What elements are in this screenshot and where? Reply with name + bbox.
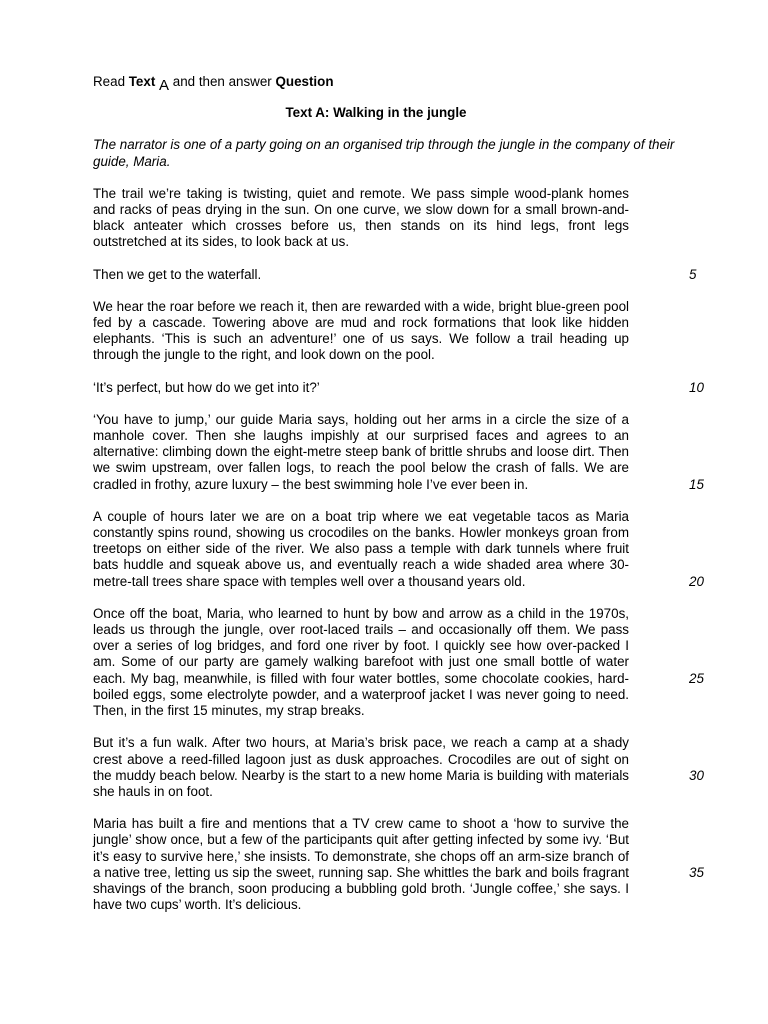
paragraph-text: ‘You have to jump,’ our guide Maria says, holding out her arms in a circle the size of a manhole cover. Then she laughs impishly at our surprised faces and agrees to an alternative: climbing down the eight-metre steep bank of brittle shrubs and loose dirt. Then we swim upstream, over fallen logs, to reach the pool below the crash of falls. We are cradled in frothy, azure luxury – the best swimming hole I’ve ever been in. [93, 411, 629, 492]
instruction-question-word: Question [275, 74, 334, 89]
paragraph-5 [93, 411, 704, 493]
paragraph-text: Maria has built a fire and mentions that a TV crew came to shoot a ‘how to survive the jungle’ show once, but a few of the participants quit after getting infected by some ivy. ‘But it’s easy to survive here,’ she insists. To demonstrate, she chops off an arm-size branch of a native tree, letting us sip the sweet, running sap. She whittles the bark and boils fragrant shavings of the branch, soon producing a bubbling gold broth. ‘Jungle coffee,’ she says. I have two cups’ worth. It’s delicious. [93, 816, 629, 913]
paragraph-9 [93, 816, 704, 913]
paragraph-text: We hear the roar before we reach it, then are rewarded with a wide, bright blue-green pool fed by a cascade. Towering above are mud and rock formations that look like hidden elephants. ‘This is such an adventure!’ one of us says. We follow a trail heading up through the jungle to the right, and look down on the pool. [93, 298, 629, 363]
instruction-text-letter: A [159, 77, 170, 94]
instruction-middle: and then answer [169, 74, 276, 89]
paragraph-3 [93, 299, 629, 364]
paragraph-text: A couple of hours later we are on a boat trip where we eat vegetable tacos as Maria constantly spins round, showing us crocodiles on the banks. Howler monkeys groan from treetops on either side of the river. We also pass a temple with dark tunnels where fruit bats huddle and squeak above us, and eventually reach a wide shaded area where 30-metre-tall trees share space with temples well over a thousand years old. [93, 508, 629, 589]
line-number: 20 [689, 573, 704, 589]
line-number: 10 [689, 379, 704, 395]
line-number: 25 [689, 670, 704, 686]
paragraph-4 [93, 379, 704, 396]
line-number: 30 [689, 767, 704, 783]
passage-intro: The narrator is one of a party going on an organised trip through the jungle in the company of their guide, Maria. [93, 137, 675, 169]
line-number: 35 [689, 864, 704, 880]
paragraph-2 [93, 266, 697, 283]
paragraph-text: ‘It’s perfect, but how do we get into it?’ [93, 379, 320, 395]
paragraph-8 [93, 735, 704, 800]
paragraph-text: Once off the boat, Maria, who learned to hunt by bow and arrow as a child in the 1970s, leads us through the jungle, over root-laced trails – and occasionally off them. We pass over a series of log bridges, and ford one river by foot. I quickly see how over-packed I am. Some of our party are gamely walking barefoot with just one small bottle of water each. My bag, meanwhile, is filled with four water bottles, some chocolate cookies, hard-boiled eggs, some electrolyte powder, and a waterproof jacket I was never going to need. Then, in the first 15 minutes, my strap breaks. [93, 605, 629, 719]
passage-title: Text A: Walking in the jungle [285, 105, 467, 121]
document-page [93, 74, 709, 929]
instruction-prefix: Read [93, 74, 129, 89]
paragraph-6 [93, 508, 704, 590]
line-number: 5 [689, 266, 697, 282]
paragraph-text: The trail we’re taking is twisting, quiet and remote. We pass simple wood-plank homes and racks of peas drying in the sun. On one curve, we slow down for a small brown-and-black anteater which crosses before us, then stands on its hind legs, front legs outstretched at its sides, to look back at us. [93, 185, 629, 250]
line-number: 15 [689, 476, 704, 492]
paragraph-1 [93, 186, 629, 251]
paragraph-text: But it’s a fun walk. After two hours, at Maria’s brisk pace, we reach a camp at a shady crest above a reed-filled lagoon just as dusk approaches. Crocodiles are out of sight on the muddy beach below. Nearby is the start to a new home Maria is building with materials she hauls in on foot. [93, 735, 629, 799]
instruction-line [93, 74, 709, 94]
paragraph-text: Then we get to the waterfall. [93, 266, 262, 282]
paragraph-7 [93, 605, 704, 719]
instruction-text-word: Text [128, 74, 156, 89]
